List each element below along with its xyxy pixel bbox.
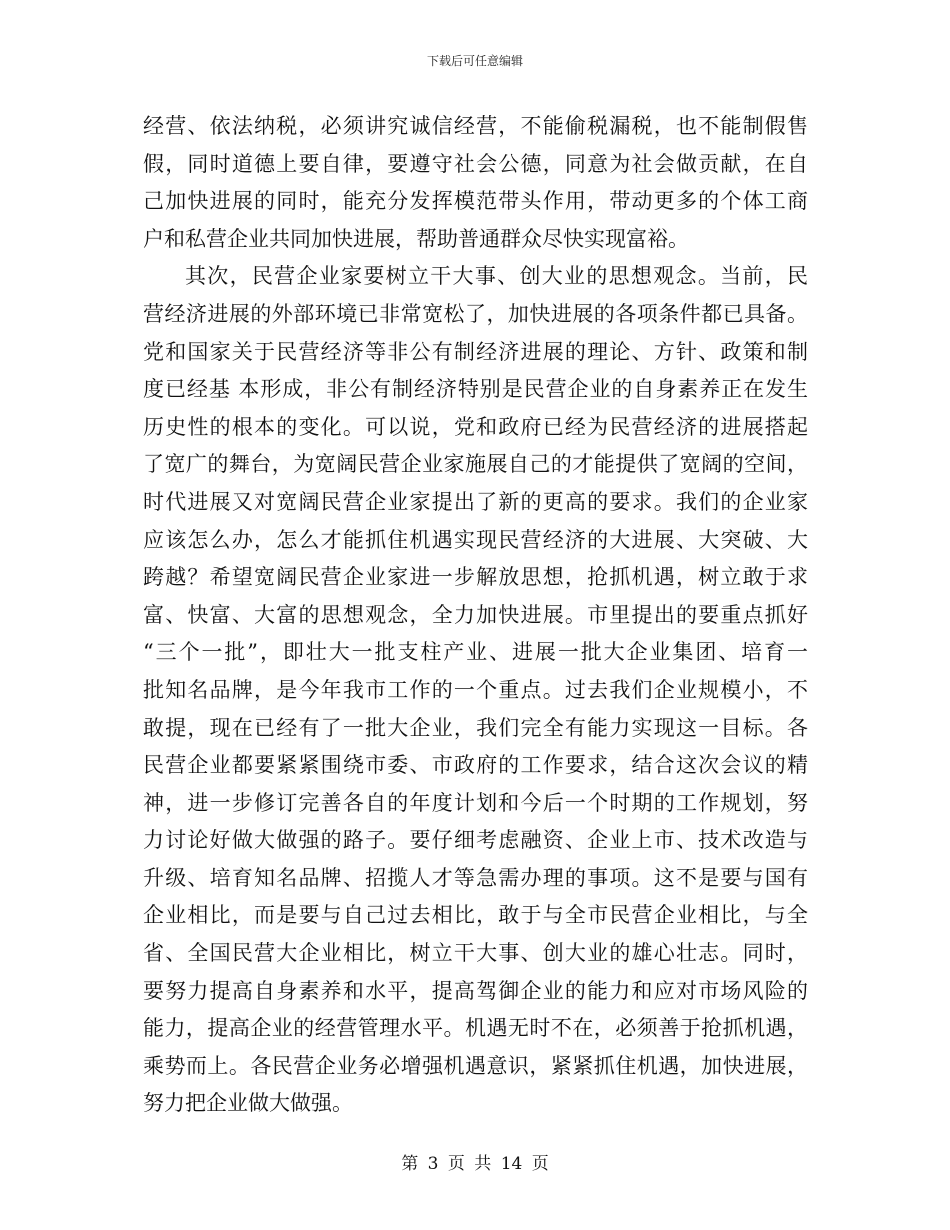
text-line: 了宽广的舞台，为宽阔民营企业家施展自己的才能提供了宽阔的空间， bbox=[143, 452, 808, 477]
text-line: 能力，提高企业的经营管理水平。机遇无时不在，必须善于抢抓机遇， bbox=[143, 1016, 808, 1041]
text-line: 力讨论好做大做强的路子。要仔细考虑融资、企业上市、技术改造与 bbox=[143, 828, 808, 853]
text-line: 企业相比，而是要与自己过去相比，敢于与全市民营企业相比，与全 bbox=[143, 903, 808, 928]
text-line: 度已经基 本形成，非公有制经济特别是民营企业的自身素养正在发生 bbox=[143, 377, 808, 402]
text-line: 升级、培育知名品牌、招揽人才等急需办理的事项。这不是要与国有 bbox=[143, 865, 808, 890]
text-line: 应该怎么办，怎么才能抓住机遇实现民营经济的大进展、大突破、大 bbox=[143, 527, 808, 552]
text-line: 己加快进展的同时，能充分发挥模范带头作用，带动更多的个体工商 bbox=[143, 189, 808, 214]
text-line: 要努力提高自身素养和水平，提高驾御企业的能力和应对市场风险的 bbox=[143, 978, 808, 1003]
text-line: 省、全国民营大企业相比，树立干大事、创大业的雄心壮志。同时， bbox=[143, 941, 808, 966]
text-line: 富、快富、大富的思想观念，全力加快进展。市里提出的要重点抓好 bbox=[143, 602, 808, 627]
text-line: 乘势而上。各民营企业务必增强机遇意识，紧紧抓住机遇，加快进展， bbox=[143, 1053, 808, 1078]
text-line: 经营、依法纳税，必须讲究诚信经营，不能偷税漏税，也不能制假售 bbox=[143, 114, 808, 138]
text-line: 时代进展又对宽阔民营企业家提出了新的更高的要求。我们的企业家 bbox=[143, 489, 808, 514]
text-line: 神，进一步修订完善各自的年度计划和今后一个时期的工作规划，努 bbox=[143, 790, 808, 815]
document-body bbox=[143, 108, 808, 1123]
text-line: 民营企业都要紧紧围绕市委、市政府的工作要求，结合这次会议的精 bbox=[143, 753, 808, 778]
text-line: 历史性的根本的变化。可以说，党和政府已经为民营经济的进展搭起 bbox=[143, 414, 808, 439]
text-line: 党和国家关于民营经济等非公有制经济进展的理论、方针、政策和制 bbox=[143, 339, 808, 364]
paragraph-first-line: 其次，民营企业家要树立干大事、创大业的思想观念。当前，民 bbox=[185, 264, 808, 289]
page-number: 第 3 页 共 14 页 bbox=[401, 1154, 549, 1174]
text-line: 努力把企业做大做强。 bbox=[143, 1091, 353, 1116]
text-line: “三个一批”，即壮大一批支柱产业、进展一批大企业集团、培育一 bbox=[143, 640, 808, 665]
text-line: 敢提，现在已经有了一批大企业，我们完全有能力实现这一目标。各 bbox=[143, 715, 808, 740]
text-line: 批知名品牌，是今年我市工作的一个重点。过去我们企业规模小，不 bbox=[143, 677, 808, 702]
text-line: 假，同时道德上要自律，要遵守社会公德，同意为社会做贡献，在自 bbox=[143, 151, 808, 176]
text-line: 营经济进展的外部环境已非常宽松了，加快进展的各项条件都已具备。 bbox=[143, 301, 808, 326]
text-line: 户和私营企业共同加快进展，帮助普通群众尽快实现富裕。 bbox=[143, 226, 689, 251]
page-header: 下载后可任意编辑 bbox=[426, 54, 523, 68]
text-line: 跨越？希望宽阔民营企业家进一步解放思想，抢抓机遇，树立敢于求 bbox=[143, 565, 808, 590]
